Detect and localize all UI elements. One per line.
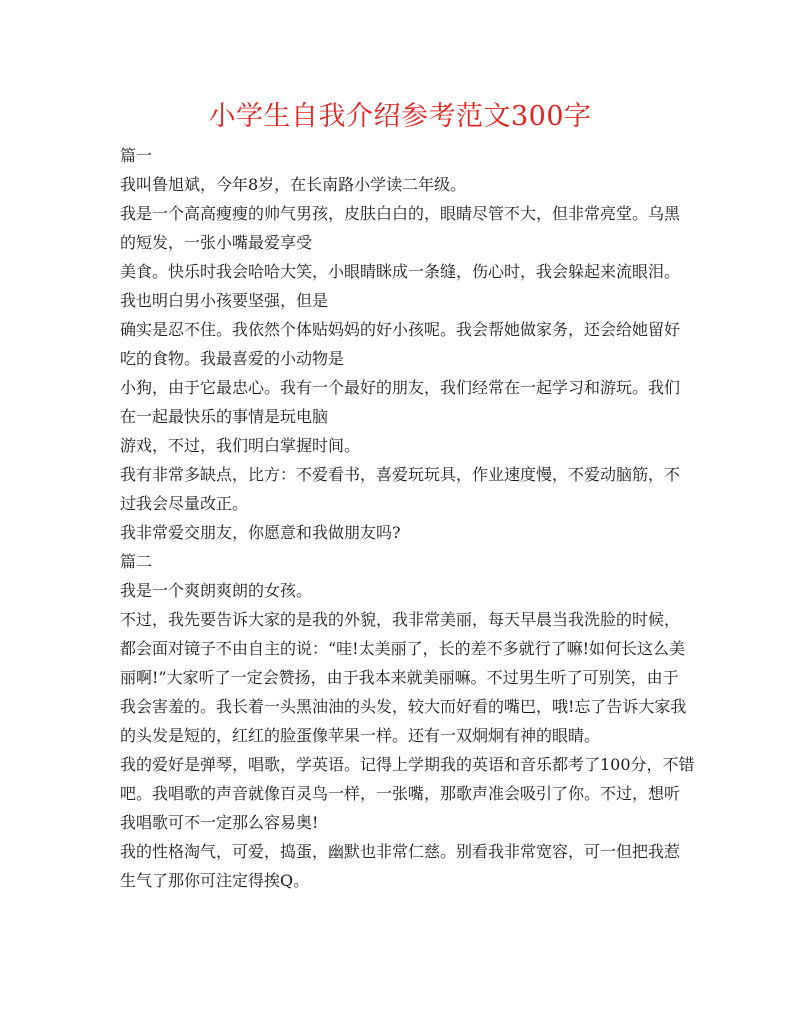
- section-heading: 篇一: [120, 146, 153, 165]
- text-line: 我是一个爽朗爽朗的女孩。: [120, 581, 313, 600]
- text-line: 过我会尽量改正。: [120, 494, 249, 513]
- text-line: 我也明白男小孩要坚强，但是: [120, 291, 329, 310]
- text-line: 丽啊!”大家听了一定会赞扬，由于我本来就美丽嘛。不过男生听了可别笑，由于: [120, 668, 679, 687]
- text-line: 的短发，一张小嘴最爱享受: [120, 233, 313, 252]
- text-line: 美食。快乐时我会哈哈大笑，小眼睛眯成一条缝，伤心时，我会躲起来流眼泪。: [120, 262, 681, 281]
- text-line: 生气了那你可注定得挨Q。: [120, 871, 310, 890]
- text-line: 小狗，由于它最忠心。我有一个最好的朋友，我们经常在一起学习和游玩。我们: [120, 378, 681, 397]
- text-line: 我是一个高高瘦瘦的帅气男孩，皮肤白白的，眼睛尽管不大，但非常亮堂。乌黑: [120, 204, 681, 223]
- text-line: 我有非常多缺点，比方：不爱看书，喜爱玩玩具，作业速度慢，不爱动脑筋，不: [120, 465, 681, 484]
- text-line: 都会面对镜子不由自主的说：“哇!太美丽了，长的差不多就行了嘛!如何长这么美: [120, 639, 686, 658]
- section-heading: 篇二: [120, 552, 153, 571]
- text-line: 不过，我先要告诉大家的是我的外貌，我非常美丽，每天早晨当我洗脸的时候，: [120, 610, 681, 629]
- text-line: 在一起最快乐的事情是玩电脑: [120, 407, 329, 426]
- document-title: 小学生自我介绍参考范文300字: [208, 101, 592, 132]
- text-line: 的头发是短的，红红的脸蛋像苹果一样。还有一双炯炯有神的眼睛。: [120, 726, 601, 745]
- text-line: 我非常爱交朋友，你愿意和我做朋友吗?: [120, 523, 401, 542]
- text-line: 确实是忍不住。我依然个体贴妈妈的好小孩呢。我会帮她做家务，还会给她留好: [120, 320, 681, 339]
- text-line: 吃的食物。我最喜爱的小动物是: [120, 349, 345, 368]
- text-line: 我的爱好是弹琴，唱歌，学英语。记得上学期我的英语和音乐都考了100分，不错: [120, 755, 695, 774]
- text-line: 我的性格淘气，可爱，捣蛋，幽默也非常仁慈。别看我非常宽容，可一但把我惹: [120, 842, 681, 861]
- text-line: 我叫鲁旭斌，今年8岁，在长南路小学读二年级。: [120, 175, 467, 194]
- text-line: 游戏，不过，我们明白掌握时间。: [120, 436, 361, 455]
- text-line: 我唱歌可不一定那么容易奥!: [120, 813, 319, 832]
- document-body: [120, 141, 695, 895]
- text-line: 吧。我唱歌的声音就像百灵鸟一样，一张嘴，那歌声准会吸引了你。不过，想听: [120, 784, 681, 803]
- text-line: 我会害羞的。我长着一头黑油油的头发，较大而好看的嘴巴，哦!忘了告诉大家我: [120, 697, 687, 716]
